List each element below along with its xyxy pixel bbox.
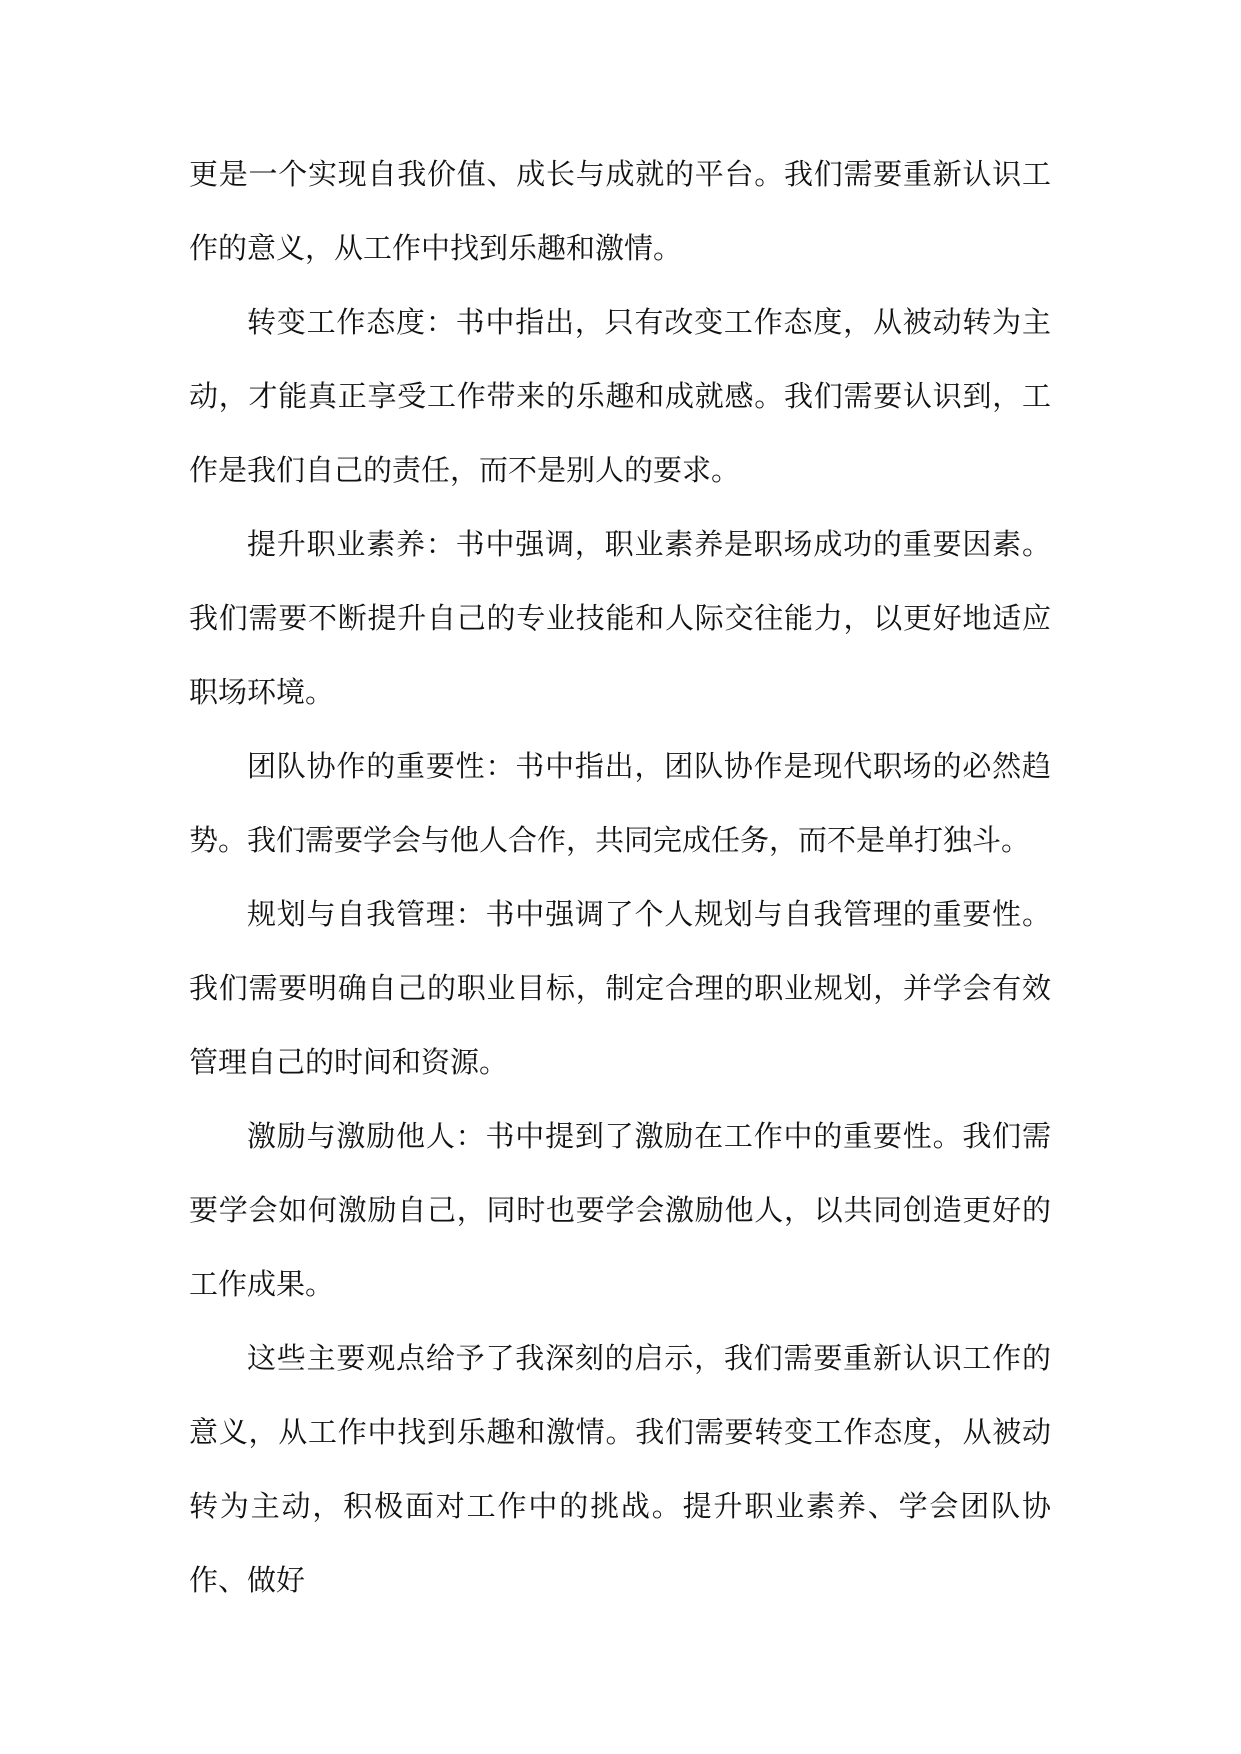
paragraph-self-management: 规划与自我管理：书中强调了个人规划与自我管理的重要性。我们需要明确自己的职业目标，制定合理的职业规划，并学会有效管理自己的时间和资源。 [189, 897, 1051, 1079]
document-body [189, 137, 1051, 1617]
paragraph-professionalism: 提升职业素养：书中强调，职业素养是职场成功的重要因素。我们需要不断提升自己的专业技能和人际交往能力，以更好地适应职场环境。 [189, 527, 1051, 709]
paragraph-summary: 这些主要观点给予了我深刻的启示，我们需要重新认识工作的意义，从工作中找到乐趣和激情。我们需要转变工作态度，从被动转为主动，积极面对工作中的挑战。提升职业素养、学会团队协作、做好 [189, 1341, 1051, 1597]
paragraph-continuation: 更是一个实现自我价值、成长与成就的平台。我们需要重新认识工作的意义，从工作中找到乐趣和激情。 [189, 157, 1051, 265]
paragraph-work-attitude: 转变工作态度：书中指出，只有改变工作态度，从被动转为主动，才能真正享受工作带来的乐趣和成就感。我们需要认识到，工作是我们自己的责任，而不是别人的要求。 [189, 305, 1051, 487]
paragraph-teamwork: 团队协作的重要性：书中指出，团队协作是现代职场的必然趋势。我们需要学会与他人合作，共同完成任务，而不是单打独斗。 [189, 749, 1051, 857]
paragraph-motivation: 激励与激励他人：书中提到了激励在工作中的重要性。我们需要学会如何激励自己，同时也要学会激励他人，以共同创造更好的工作成果。 [189, 1119, 1051, 1301]
